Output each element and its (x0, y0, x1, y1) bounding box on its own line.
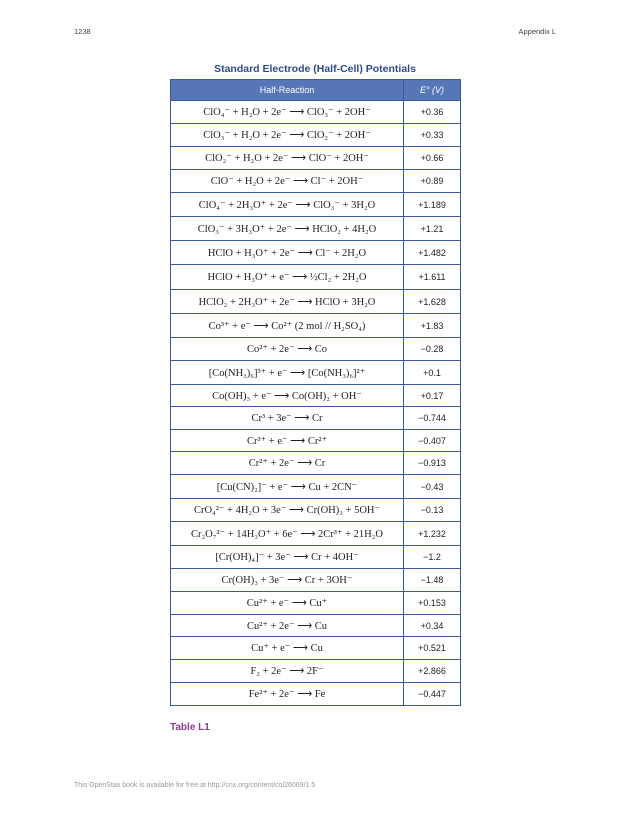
table-row (171, 361, 461, 385)
potential-cell: +1.628 (404, 290, 461, 314)
table-row (171, 338, 461, 361)
potential-cell: +1.232 (404, 522, 461, 546)
table-row (171, 314, 461, 338)
table-row (171, 637, 461, 660)
potential-cell: +1.611 (404, 265, 461, 290)
potential-cell: −0.447 (404, 683, 461, 706)
potential-cell: −1.48 (404, 569, 461, 592)
half-reaction-cell: HClO₂ + 2H₃O⁺ + 2e⁻ ⟶ HClO + 3H₂O (171, 290, 404, 314)
table-row (171, 170, 461, 193)
half-reaction-cell: ClO₄⁻ + 2H₃O⁺ + 2e⁻ ⟶ ClO₃⁻ + 3H₂O (171, 193, 404, 217)
half-reaction-cell: Fe²⁺ + 2e⁻ ⟶ Fe (171, 683, 404, 706)
table-row (171, 265, 461, 290)
potential-cell: +0.521 (404, 637, 461, 660)
table-row (171, 147, 461, 170)
potential-cell: +0.36 (404, 101, 461, 124)
potential-cell: +0.33 (404, 124, 461, 147)
section-header: Appendix L (518, 27, 556, 36)
half-reaction-cell: ClO₄⁻ + H₂O + 2e⁻ ⟶ ClO₃⁻ + 2OH⁻ (171, 101, 404, 124)
table-header-row (171, 80, 461, 101)
half-reaction-cell: [Cr(OH)₄]⁻ + 3e⁻ ⟶ Cr + 4OH⁻ (171, 546, 404, 569)
half-reaction-cell: Cr³⁺ + e⁻ ⟶ Cr²⁺ (171, 430, 404, 452)
potential-cell: +1.83 (404, 314, 461, 338)
electrode-potential-table (170, 79, 461, 706)
table-row (171, 217, 461, 241)
half-reaction-cell: ClO₃⁻ + 3H₃O⁺ + 2e⁻ ⟶ HClO₂ + 4H₂O (171, 217, 404, 241)
half-reaction-cell: Co(OH)₃ + e⁻ ⟶ Co(OH)₂ + OH⁻ (171, 385, 404, 407)
potential-cell: +1.189 (404, 193, 461, 217)
half-reaction-cell: Cr(OH)₃ + 3e⁻ ⟶ Cr + 3OH⁻ (171, 569, 404, 592)
half-reaction-cell: Cr³ + 3e⁻ ⟶ Cr (171, 407, 404, 430)
half-reaction-cell: Co²⁺ + 2e⁻ ⟶ Co (171, 338, 404, 361)
half-reaction-cell: CrO₄²⁻ + 4H₂O + 3e⁻ ⟶ Cr(OH)₃ + 5OH⁻ (171, 499, 404, 522)
half-reaction-cell: Cu²⁺ + e⁻ ⟶ Cu⁺ (171, 592, 404, 615)
table-label: Table L1 (170, 722, 210, 733)
table-row (171, 101, 461, 124)
table-row (171, 569, 461, 592)
potential-cell: −0.28 (404, 338, 461, 361)
column-header-reaction: Half-Reaction (171, 80, 404, 101)
potential-cell: +0.34 (404, 615, 461, 637)
potential-cell: −0.43 (404, 475, 461, 499)
half-reaction-cell: HClO + H₃O⁺ + 2e⁻ ⟶ Cl⁻ + 2H₂O (171, 241, 404, 265)
potential-cell: −0.13 (404, 499, 461, 522)
potential-cell: +2.866 (404, 660, 461, 683)
table-row (171, 241, 461, 265)
half-reaction-cell: Cu⁺ + e⁻ ⟶ Cu (171, 637, 404, 660)
potential-cell: +0.17 (404, 385, 461, 407)
half-reaction-cell: F₂ + 2e⁻ ⟶ 2F⁻ (171, 660, 404, 683)
table-row (171, 475, 461, 499)
potential-cell: +0.153 (404, 592, 461, 615)
potential-cell: +1.21 (404, 217, 461, 241)
table-row (171, 683, 461, 706)
half-reaction-cell: [Cu(CN)₂]⁻ + e⁻ ⟶ Cu + 2CN⁻ (171, 475, 404, 499)
half-reaction-cell: Cr₂O₇²⁻ + 14H₃O⁺ + 6e⁻ ⟶ 2Cr³⁺ + 21H₂O (171, 522, 404, 546)
table-row (171, 407, 461, 430)
table-body (171, 101, 461, 706)
table-row (171, 499, 461, 522)
table-row (171, 385, 461, 407)
table-row (171, 522, 461, 546)
potential-cell: +0.66 (404, 147, 461, 170)
half-reaction-cell: [Co(NH₃)₆]³⁺ + e⁻ ⟶ [Co(NH₃)₆]²⁺ (171, 361, 404, 385)
half-reaction-cell: HClO + H₃O⁺ + e⁻ ⟶ ½Cl₂ + 2H₂O (171, 265, 404, 290)
page-footer: This OpenStax book is available for free at http://cnx.org/content/col26069/1.5 (74, 782, 316, 789)
table-row (171, 290, 461, 314)
page-number: 1238 (74, 27, 91, 36)
table-row (171, 660, 461, 683)
table-row (171, 615, 461, 637)
table-caption: Standard Electrode (Half-Cell) Potentials (214, 63, 416, 75)
potential-cell: +1.482 (404, 241, 461, 265)
potential-cell: −0.744 (404, 407, 461, 430)
table-row (171, 452, 461, 475)
half-reaction-cell: ClO⁻ + H₂O + 2e⁻ ⟶ Cl⁻ + 2OH⁻ (171, 170, 404, 193)
column-header-potential: E° (V) (404, 80, 461, 101)
half-reaction-cell: Cr²⁺ + 2e⁻ ⟶ Cr (171, 452, 404, 475)
table-row (171, 430, 461, 452)
potential-cell: +0.1 (404, 361, 461, 385)
potential-cell: +0.89 (404, 170, 461, 193)
half-reaction-cell: ClO₂⁻ + H₂O + 2e⁻ ⟶ ClO⁻ + 2OH⁻ (171, 147, 404, 170)
table-row (171, 193, 461, 217)
half-reaction-cell: Cu²⁺ + 2e⁻ ⟶ Cu (171, 615, 404, 637)
potential-cell: −1.2 (404, 546, 461, 569)
table-row (171, 592, 461, 615)
table-row (171, 124, 461, 147)
potential-cell: −0.407 (404, 430, 461, 452)
table-row (171, 546, 461, 569)
potential-cell: −0.913 (404, 452, 461, 475)
half-reaction-cell: Co³⁺ + e⁻ ⟶ Co²⁺ (2 mol // H₂SO₄) (171, 314, 404, 338)
half-reaction-cell: ClO₃⁻ + H₂O + 2e⁻ ⟶ ClO₂⁻ + 2OH⁻ (171, 124, 404, 147)
